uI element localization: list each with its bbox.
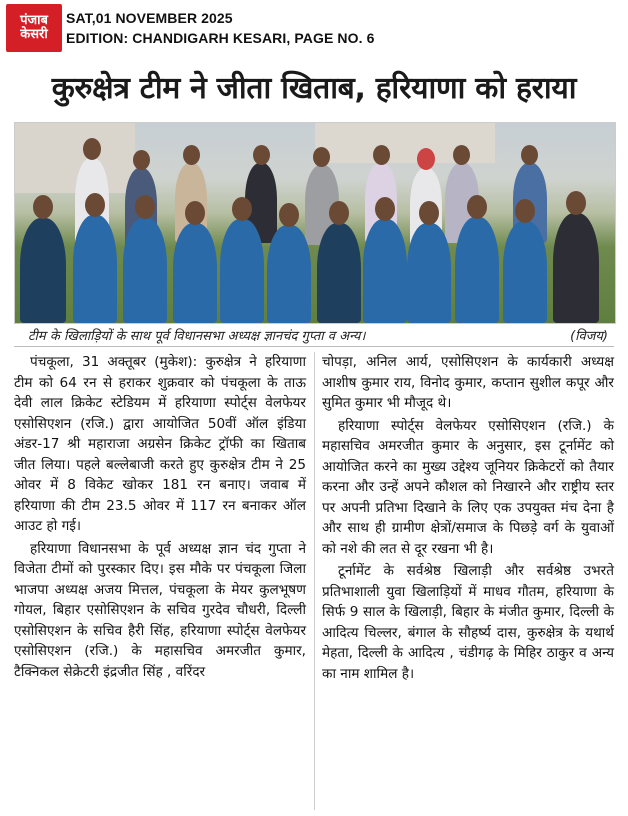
publication-date: SAT,01 NOVEMBER 2025 bbox=[66, 10, 233, 26]
edition-line: EDITION: CHANDIGARH KESARI, PAGE NO. 6 bbox=[66, 30, 375, 46]
logo-line-1: पंजाब bbox=[20, 13, 48, 29]
photo-credit: (विजय) bbox=[570, 329, 608, 344]
photo-caption bbox=[28, 326, 608, 344]
caption-divider bbox=[14, 346, 614, 347]
article-column-1 bbox=[14, 352, 306, 684]
paragraph: हरियाणा विधानसभा के पूर्व अध्यक्ष ज्ञान चंद गुप्ता ने विजेता टीमों को पुरस्कार दिए। इस मौके पर पंचकूला जिला भाजपा अध्यक्ष अजय मित्तल, पंचकूला के मेयर कुलभूषण गोयल, बिहार एसोसिएशन के सचिव गुरदेव चौधरी, दिल्ली एसोसिएशन के सचिव हैरी सिंह, हरियाणा स्पोर्ट्स वेलफेयर एसोसिएशन (रजि.) के महासचिव अमरजीत कुमार, टैक्निकल सेक्रेटरी इंद्रजीत सिंह , वरिंदर bbox=[14, 540, 306, 680]
newspaper-logo bbox=[6, 4, 62, 52]
article-headline: कुरुक्षेत्र टीम ने जीता खिताब, हरियाणा को हराया bbox=[51, 71, 577, 106]
paragraph: चोपड़ा, अनिल आर्य, एसोसिएशन के कार्यकारी अध्यक्ष आशीष कुमार राय, विनोद कुमार, कप्तान सुशील कपूर और सुमित कुमार भी मौजूद थे। bbox=[322, 354, 614, 411]
paragraph: हरियाणा स्पोर्ट्स वेलफेयर एसोसिएशन (रजि.) के महासचिव अमरजीत कुमार के अनुसार, इस टूर्नामेंट को आयोजित करने का मुख्य उद्देश्य जूनियर क्रिकेटरों को तैयार करना और उन्हें अपने कौशल को निखारने और राष्ट्रीय स्तर पर अपनी प्रतिभा दिखाने के लिए एक उपयुक्त मंच देना है और साथ ही ग्रामीण क्षेत्रों/समाज के पिछड़े वर्ग के युवाओं को नशे की लत से दूर रखना भी है। bbox=[322, 417, 614, 557]
paragraph: टूर्नामेंट के सर्वश्रेष्ठ खिलाड़ी और सर्वश्रेष्ठ उभरते प्रतिभाशाली युवा खिलाड़ियों में माधव गौतम, हरियाणा के सिर्फ 9 साल के खिलाड़ी, बिहार के मंजीत कुमार, दिल्ली के आदित्य चिल्लर, बंगाल के सौहर्ष्य दास, कुरुक्षेत्र के यथार्थ मेहता, दिल्ली के आदित्य , चंडीगढ़ के मिहिर ठाकुर व अन्य का नाम शामिल है। bbox=[322, 563, 614, 682]
paragraph: पंचकूला, 31 अक्तूबर (मुकेश): कुरुक्षेत्र ने हरियाणा टीम को 64 रन से हराकर शुक्रवार को पंचकूला के ताऊ देवी लाल क्रिकेट स्टेडियम में हरियाणा स्पोर्ट्स वेलफेयर एसोसिएशन (रजि.) द्वारा आयोजित 50वीं ऑल इंडिया अंडर-17 श्री महाराजा अग्रसेन क्रिकेट ट्रॉफी का खिताब जीत लिया। पहले बल्लेबाजी करते हुए कुरुक्षेत्र टीम ने 25 ओवर में 8 विकेट खोकर 181 रन बनाए। जवाब में हरियाणा की टीम 23.5 ओवर में 117 रन बनाकर ऑल आउट हो गई। bbox=[14, 354, 306, 534]
article-column-2 bbox=[322, 352, 614, 686]
caption-text: टीम के खिलाड़ियों के साथ पूर्व विधानसभा अध्यक्ष ज्ञानचंद गुप्ता व अन्य। bbox=[28, 329, 366, 344]
team-photo bbox=[14, 122, 616, 324]
logo-line-2: केसरी bbox=[20, 27, 48, 42]
page-header bbox=[0, 0, 628, 54]
column-divider bbox=[314, 352, 315, 810]
edition-info bbox=[66, 8, 374, 48]
